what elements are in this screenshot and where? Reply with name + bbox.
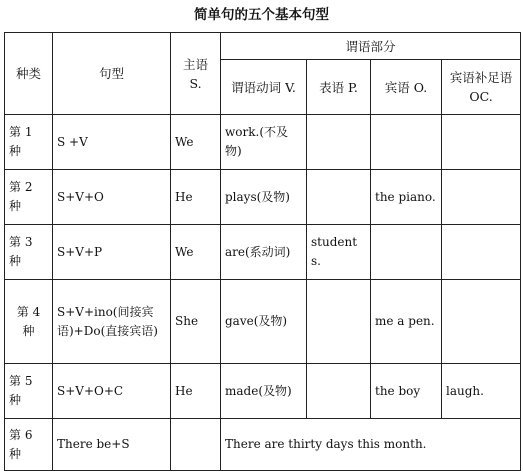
subject-cell [171, 419, 221, 471]
object-cell: the boy [371, 364, 442, 419]
object-cell: me a pen. [371, 280, 442, 364]
subject-cell: He [171, 364, 221, 419]
pattern-cell: There be+S [53, 419, 171, 471]
kind-cell: 第 2 种 [5, 170, 53, 225]
kind-cell: 第 4 种 [5, 280, 53, 364]
verb-cell: plays(及物) [221, 170, 307, 225]
header-complement: 宾语补足语 OC. [442, 60, 521, 115]
kind-cell: 第 1 种 [5, 115, 53, 170]
header-row-1 [5, 33, 521, 60]
kind-cell: 第 6 种 [5, 419, 53, 471]
subject-cell: We [171, 115, 221, 170]
subject-cell: He [171, 170, 221, 225]
predicative-cell [307, 280, 371, 364]
kind-cell: 第 5 种 [5, 364, 53, 419]
header-verb: 谓语动词 V. [221, 60, 307, 115]
predicative-cell [307, 364, 371, 419]
sentence-patterns-table [4, 32, 521, 471]
complement-cell: laugh. [442, 364, 521, 419]
header-subject: 主语 S. [171, 33, 221, 115]
verb-cell: gave(及物) [221, 280, 307, 364]
table-row [5, 364, 521, 419]
table-row [5, 225, 521, 280]
table-row [5, 115, 521, 170]
pattern-cell: S+V+O+C [53, 364, 171, 419]
header-predicate-part: 谓语部分 [221, 33, 521, 60]
verb-cell: made(及物) [221, 364, 307, 419]
header-kind: 种类 [5, 33, 53, 115]
pattern-cell: S+V+ino(间接宾语)+Do(直接宾语) [53, 280, 171, 364]
header-predicative: 表语 P. [307, 60, 371, 115]
predicative-cell [307, 115, 371, 170]
header-object: 宾语 O. [371, 60, 442, 115]
complement-cell [442, 225, 521, 280]
subject-cell: She [171, 280, 221, 364]
complement-cell [442, 170, 521, 225]
pattern-cell: S+V+P [53, 225, 171, 280]
object-cell [371, 115, 442, 170]
complement-cell [442, 280, 521, 364]
table-row [5, 170, 521, 225]
object-cell: the piano. [371, 170, 442, 225]
kind-cell: 第 3 种 [5, 225, 53, 280]
page-title: 简单句的五个基本句型 [194, 7, 329, 23]
table-row [5, 280, 521, 364]
subject-cell: We [171, 225, 221, 280]
pattern-cell: S+V+O [53, 170, 171, 225]
header-pattern: 句型 [53, 33, 171, 115]
object-cell [371, 225, 442, 280]
complement-cell [442, 115, 521, 170]
pattern-cell: S +V [53, 115, 171, 170]
verb-cell: work.(不及物) [221, 115, 307, 170]
sentence-cell: There are thirty days this month. [221, 419, 521, 471]
predicative-cell: students. [307, 225, 371, 280]
table-row [5, 419, 521, 471]
predicative-cell [307, 170, 371, 225]
verb-cell: are(系动词) [221, 225, 307, 280]
